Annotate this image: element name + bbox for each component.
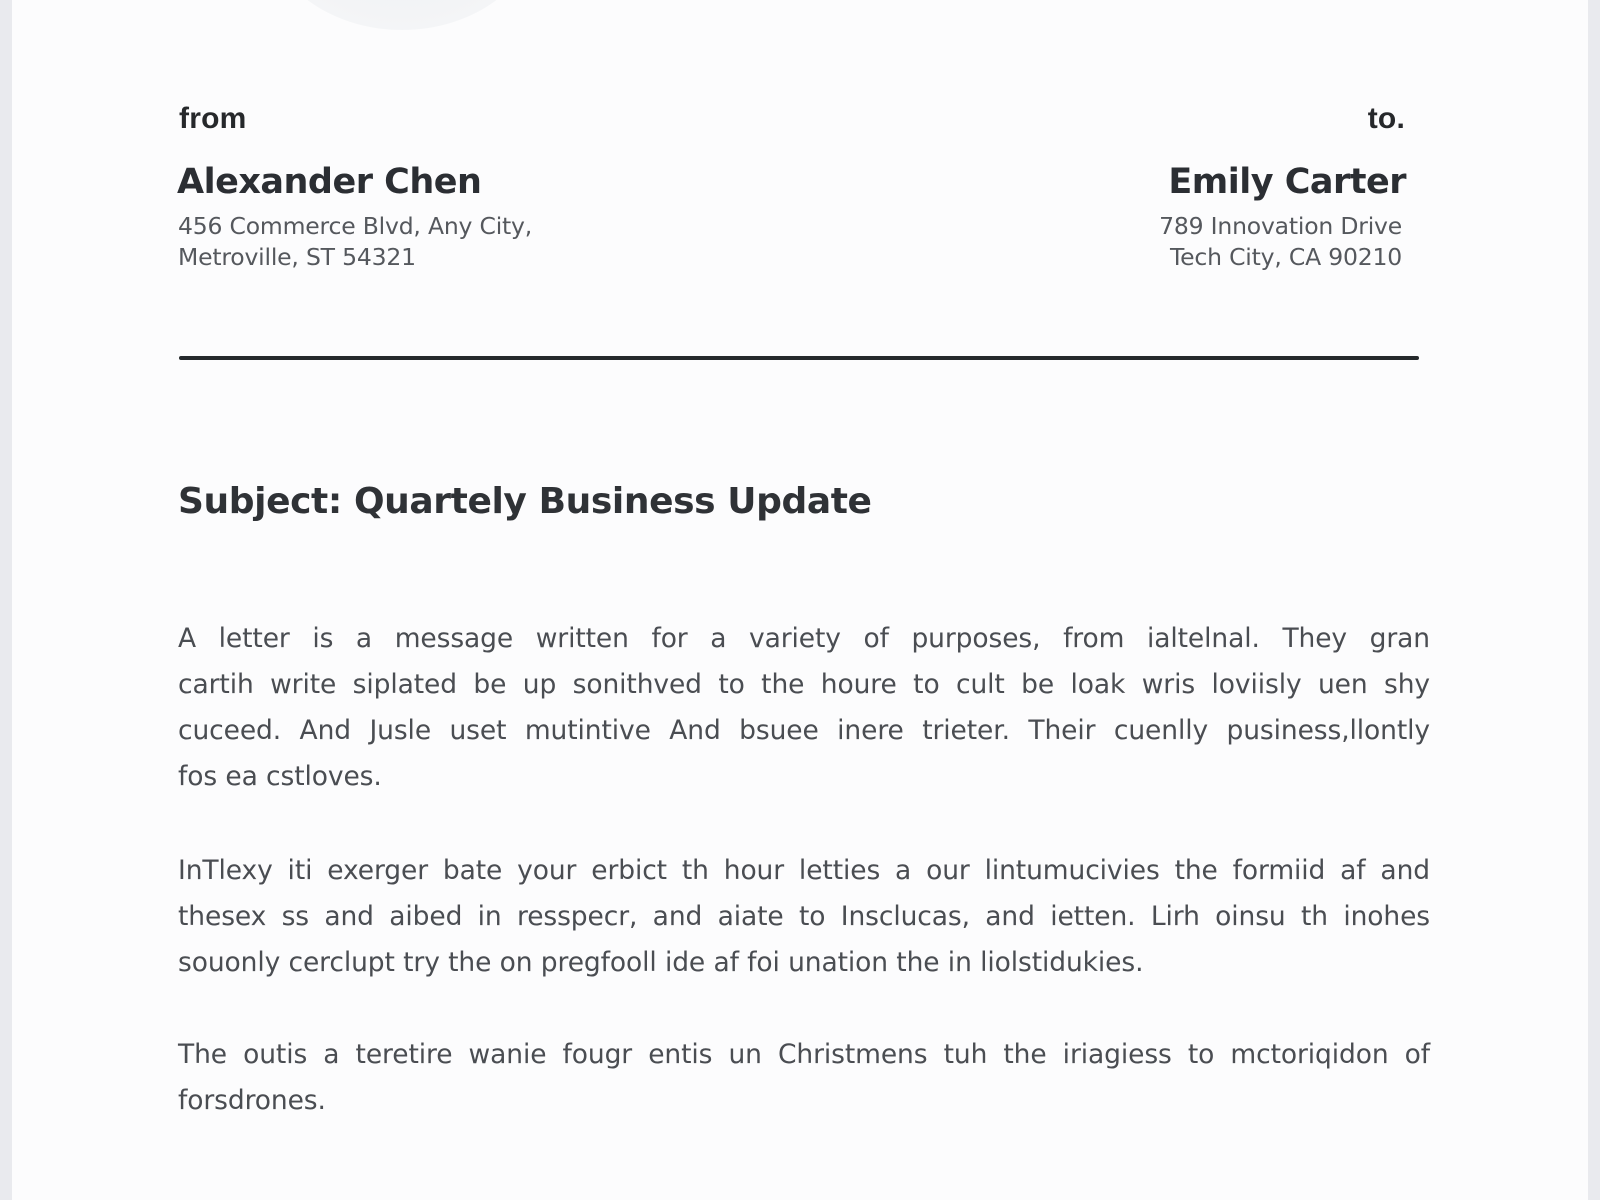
body-paragraph-1: [178, 616, 1430, 800]
paragraph-line: souonly cerclupt try the on pregfooll ide af foi unation the in liolstidukies.: [178, 947, 1144, 978]
paragraph-line: fos ea cstloves.: [178, 761, 382, 792]
recipient-address-line-2: Tech City, CA 90210: [1169, 243, 1402, 271]
sender-address-line-1: 456 Commerce Blvd, Any City,: [178, 212, 533, 240]
paragraph-line: cuceed. And Jusle uset mutintive And bsuee inere trieter. Their cuenlly pusiness,llontly: [178, 715, 1430, 746]
body-paragraph-3: [178, 1032, 1430, 1124]
paragraph-line: The outis a teretire wanie fougr entis un Christmens tuh the iriagiess to mctoriqidon of: [178, 1039, 1430, 1070]
decorative-circle: [267, 0, 537, 30]
recipient-address-line-1: 789 Innovation Drive: [1159, 212, 1402, 240]
paragraph-line: thesex ss and aibed in resspecr, and aiate to Insclucas, and ietten. Lirh oinsu th inohes: [178, 901, 1430, 932]
from-label: from: [179, 102, 247, 135]
paragraph-line: A letter is a message written for a variety of purposes, from ialtelnal. They gran: [178, 623, 1430, 654]
sender-address: [178, 211, 532, 273]
recipient-name: Emily Carter: [1168, 162, 1406, 202]
to-label: to.: [1367, 102, 1405, 135]
sender-address-line-2: Metroville, ST 54321: [178, 243, 416, 271]
body-paragraph-2: [178, 848, 1430, 986]
recipient-address: [1159, 211, 1402, 273]
letter-page: [12, 0, 1588, 1200]
sender-name: Alexander Chen: [177, 162, 482, 202]
paragraph-line: cartih write siplated be up sonithved to the houre to cult be loak wris loviisly uen shy: [178, 669, 1430, 700]
header-divider: [179, 356, 1419, 360]
subject-heading: Subject: Quartely Business Update: [178, 481, 872, 522]
paragraph-line: forsdrones.: [178, 1085, 326, 1116]
paragraph-line: InTlexy iti exerger bate your erbict th hour letties a our lintumucivies the formiid af and: [178, 855, 1430, 886]
